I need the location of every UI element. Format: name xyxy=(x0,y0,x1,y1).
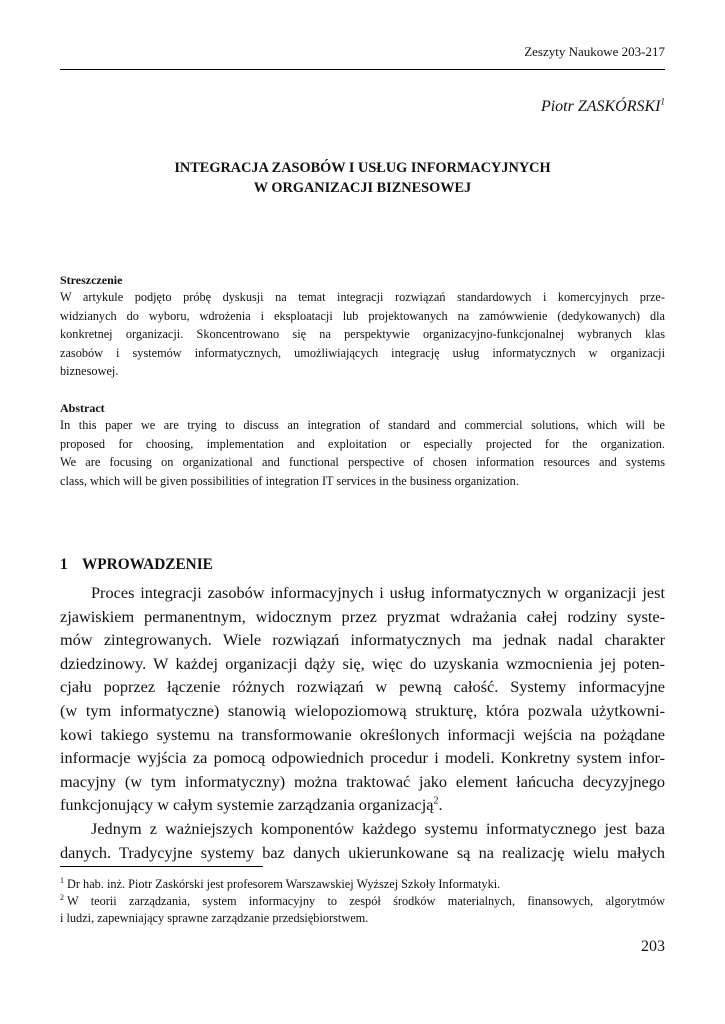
paper-title xyxy=(60,158,665,198)
section-number: 1 xyxy=(60,556,68,573)
body-text xyxy=(60,581,665,864)
footnote-1 xyxy=(60,876,665,893)
abstract-heading: Abstract xyxy=(60,401,105,415)
streszczenie-text xyxy=(60,288,665,381)
title-line-2: W ORGANIZACJI BIZNESOWEJ xyxy=(253,180,472,196)
body-line: cjału poprzez łączenie różnych rozwiązań w pewną całość. Systemy informacyjne xyxy=(60,677,665,697)
body-line-end: . xyxy=(438,795,443,815)
abstract-line: We are focusing on organizational and functional perspective of chosen information resources and systems xyxy=(60,455,665,469)
body-line xyxy=(60,793,665,817)
footnote-1-text: Dr hab. inż. Piotr Zaskórski jest profesorem Warszawskiej Wyższej Szkoły Informatyki. xyxy=(67,877,501,891)
body-line-text: funkcjonujący w całym systemie zarządzania organizacją xyxy=(60,795,434,815)
author-name: Piotr ZASKÓRSKI xyxy=(540,98,661,115)
footnote-ref-2[interactable]: 2 xyxy=(433,795,439,807)
footnote-2-mark: 2 xyxy=(60,892,64,902)
author-footnote-mark: 1 xyxy=(660,96,665,107)
abstract-line: proposed for choosing, implementation and exploitation or especially projected for the organization. xyxy=(60,436,665,451)
body-line: kowi takiego systemu na transformowanie określonych informacji wejścia na pożądane xyxy=(60,724,665,744)
streszczenie-line: zasobów i systemów informatycznych, umożliwiających integrację usług informatycznych w organizacji xyxy=(60,345,665,360)
abstract-line: In this paper we are trying to discuss an integration of standard and commercial solutions, which will be xyxy=(60,418,665,432)
running-header: Zeszyty Naukowe 203-217 xyxy=(524,44,665,59)
section-heading xyxy=(60,555,213,575)
author-line xyxy=(60,97,665,117)
footnote-rule xyxy=(60,866,263,867)
body-line: macyjny (w tym informatyczny) można traktować jako element łańcucha decyzyjnego xyxy=(60,771,665,791)
body-line: (w tym informatyczne) stanowią wielopoziomową strukturę, która pozwala użytkowni- xyxy=(60,700,665,720)
streszczenie-heading: Streszczenie xyxy=(60,273,123,287)
abstract-line: class, which will be given possibilities of integration IT services in the business organization. xyxy=(60,473,519,488)
streszczenie-line: widzianych do wyboru, wdrożenia i eksploatacji lub projektowanych na zamówwienie (dedykowanych) dla xyxy=(60,308,665,323)
section-title: WPROWADZENIE xyxy=(82,556,213,573)
streszczenie-line: konkretnej organizacji. Skoncentrowano się na perspektywie organizacyjno-funkcjonalnej wybranych klas xyxy=(60,327,665,341)
title-line-1: INTEGRACJA ZASOBÓW I USŁUG INFORMACYJNYCH xyxy=(174,160,551,176)
footnote-1-mark: 1 xyxy=(60,875,64,885)
streszczenie-line: W artykule podjęto próbę dyskusji na temat integracji rozwiązań standardowych i komercyjnych prze- xyxy=(60,290,665,304)
body-line: informacje wyjścia za pomocą odpowiednich procedur i modeli. Konkretny system infor- xyxy=(60,748,665,768)
body-line: zjawiskiem permanentnym, widocznym przez pryzmat wdrażania całej rodziny syste- xyxy=(60,606,665,626)
streszczenie-line: biznesowej. xyxy=(60,364,119,378)
footnote-2-text: W teorii zarządzania, system informacyjny to zespół środków materialnych, finansowych, algorytmów xyxy=(67,894,665,908)
body-line: danych. Tradycyjne systemy baz danych ukierunkowane są na realizację wielu małych xyxy=(60,842,665,862)
body-line: mów zintegrowanych. Wiele rozwiązań informatycznych ma jednak nadal charakter xyxy=(60,630,665,650)
header-rule xyxy=(60,69,665,70)
body-line: dziedzinowy. W każdej organizacji dąży się, więc do uzyskania wzmocnienia jej poten- xyxy=(60,653,665,673)
footnote-2-continued: i ludzi, zapewniający sprawne zarządzanie przedsiębiorstwem. xyxy=(60,911,369,925)
body-line: Jednym z ważniejszych komponentów każdego systemu informatycznego jest baza xyxy=(91,818,665,838)
abstract-text xyxy=(60,416,665,490)
body-line: Proces integracji zasobów informacyjnych i usług informatycznych w organizacji jest xyxy=(91,583,665,602)
footnote-2 xyxy=(60,893,665,910)
footnotes xyxy=(60,876,665,927)
page-number: 203 xyxy=(641,938,665,955)
